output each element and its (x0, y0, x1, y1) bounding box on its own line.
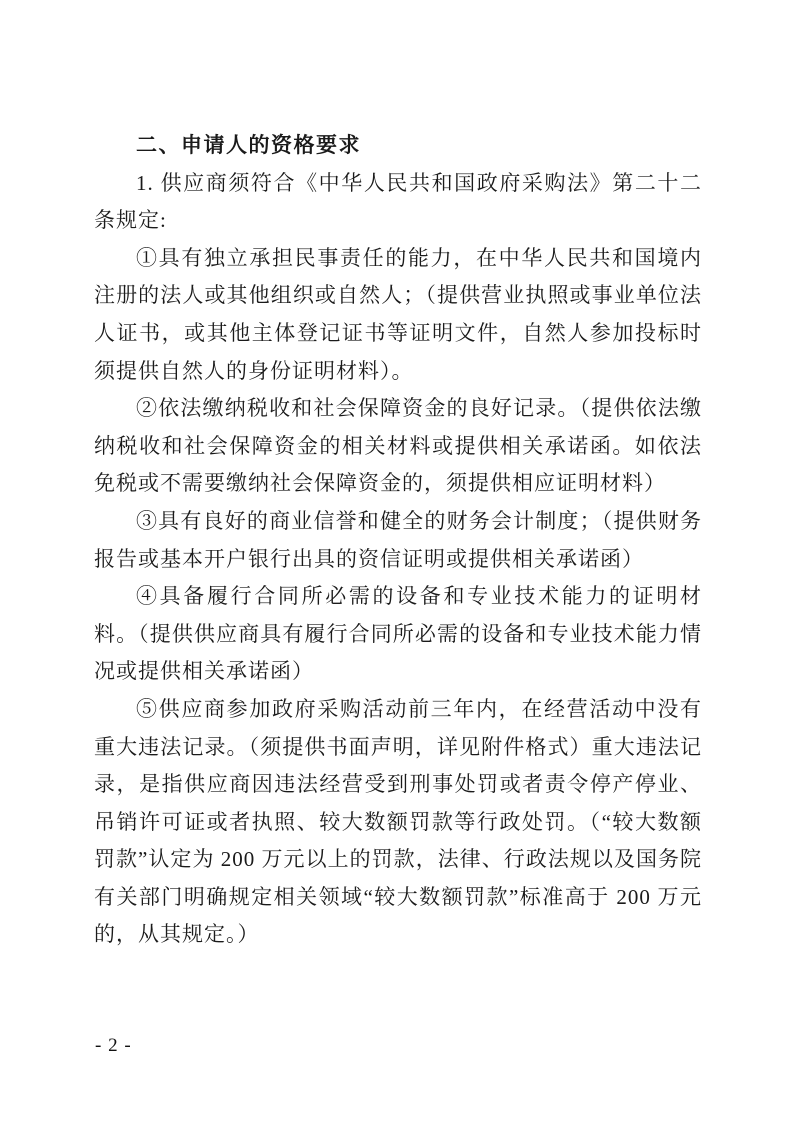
paragraph-item-5: ⑤供应商参加政府采购活动前三年内，在经营活动中没有重大违法记录。（须提供书面声明，详见附件格式）重大违法记录，是指供应商因违法经营受到刑事处罚或者责令停产停业、吊销许可证或者执照、较大数额罚款等行政处罚。（“较大数额罚款”认定为 200 万元以上的罚款，法律、行政法规以及国务院有关部门明确规定相关领域“较大数额罚款”标准高于 200 万元的，从其规定。） (94, 696, 702, 947)
section-heading: 二、申请人的资格要求 (136, 133, 361, 157)
paragraph-item-2: ②依法缴纳税收和社会保障资金的良好记录。（提供依法缴纳税收和社会保障资金的相关材料或提供相关承诺函。如依法免税或不需要缴纳社会保障资金的，须提供相应证明材料） (94, 396, 702, 496)
paragraph-item-3: ③具有良好的商业信誉和健全的财务会计制度；（提供财务报告或基本开户银行出具的资信证明或提供相关承诺函） (94, 508, 702, 571)
document-body (94, 127, 702, 954)
paragraph-intro: 1. 供应商须符合《中华人民共和国政府采购法》第二十二条规定: (94, 170, 702, 233)
paragraph-item-1: ①具有独立承担民事责任的能力，在中华人民共和国境内注册的法人或其他组织或自然人；（提供营业执照或事业单位法人证书，或其他主体登记证书等证明文件，自然人参加投标时须提供自然人的身份证明材料）。 (94, 245, 702, 383)
page-number: - 2 - (95, 1035, 132, 1056)
paragraph-item-4: ④具备履行合同所必需的设备和专业技术能力的证明材料。（提供供应商具有履行合同所必需的设备和专业技术能力情况或提供相关承诺函） (94, 584, 702, 684)
